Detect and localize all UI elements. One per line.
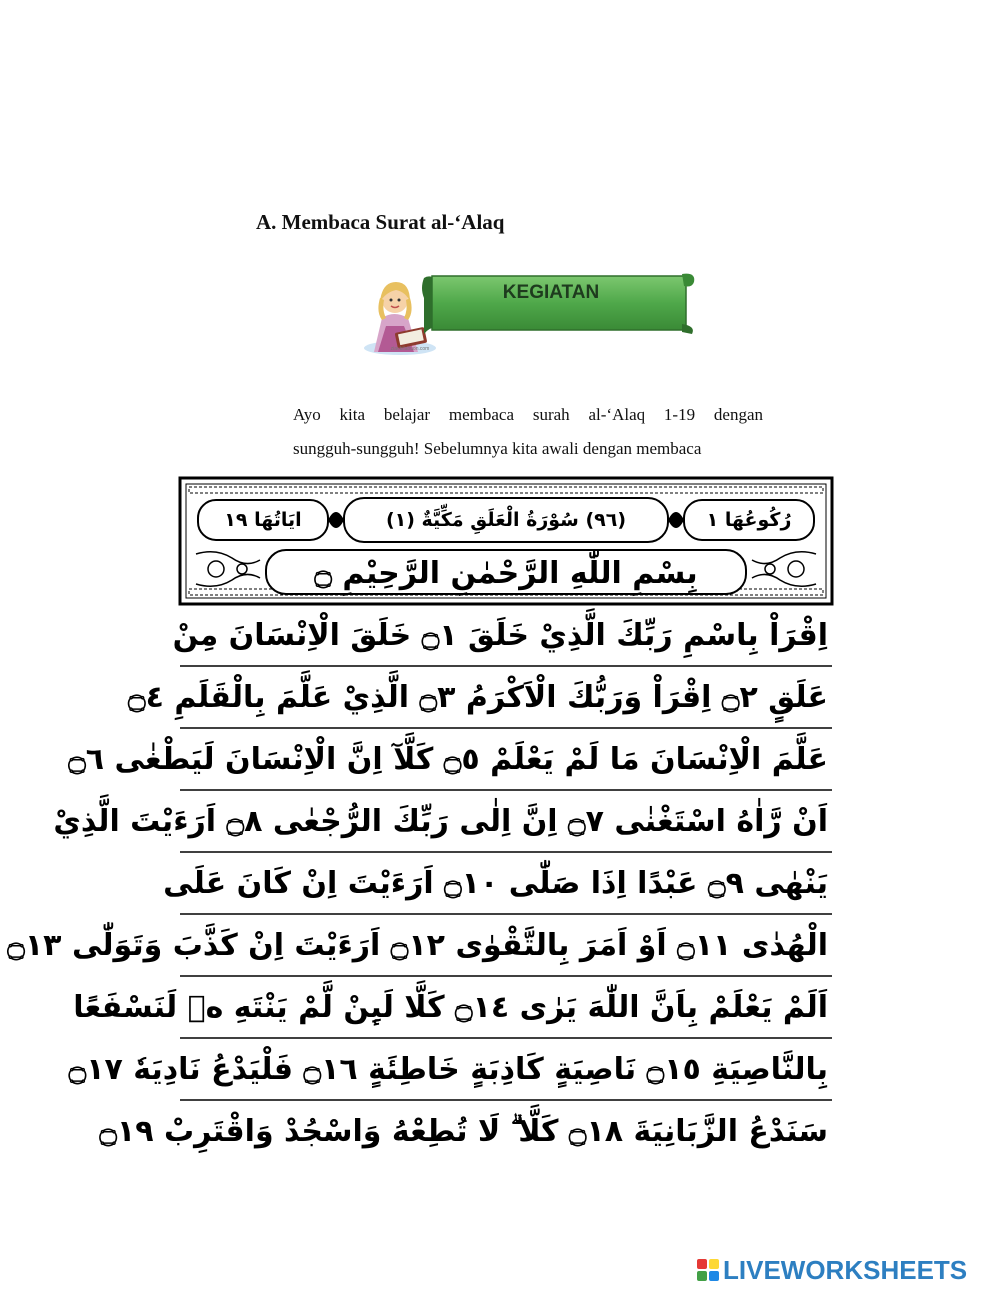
activity-banner xyxy=(360,268,696,360)
quran-line: يَنْهٰى ۝٩ عَبْدًا اِذَا صَلّٰى ۝١٠ اَرَءَيْتَ اِنْ كَانَ عَلَى xyxy=(163,866,828,901)
ayah-count-label: ايَاتُهَا ١٩ xyxy=(224,509,302,531)
quran-line: عَلَقٍ ۝٢ اِقْرَاْ وَرَبُّكَ الْاَكْرَمُ ۝٣ الَّذِيْ عَلَّمَ بِالْقَلَمِ ۝٤ xyxy=(128,680,828,715)
quran-line: سَنَدْعُ الزَّبَانِيَةَ ۝١٨ كَلَّا ۗ لَا تُطِعْهُ وَاسْجُدْ وَاقْتَرِبْ ۝١٩ xyxy=(99,1114,828,1149)
quran-line: اَنْ رَّاٰهُ اسْتَغْنٰى ۝٧ اِنَّ اِلٰى رَبِّكَ الرُّجْعٰى ۝٨ اَرَءَيْتَ الَّذِيْ xyxy=(53,804,828,839)
quran-line: الْهُدٰى ۝١١ اَوْ اَمَرَ بِالتَّقْوٰى ۝١٢ اَرَءَيْتَ اِنْ كَذَّبَ وَتَوَلّٰى ۝١٣ xyxy=(7,928,828,963)
activity-banner-label: KEGIATAN xyxy=(502,282,600,303)
section-heading: A. Membaca Surat al-‘Alaq xyxy=(256,210,505,234)
intro-line-2: sungguh-sungguh! Sebelumnya kita awali dengan membaca xyxy=(293,439,702,458)
quran-line: اَلَمْ يَعْلَمْ بِاَنَّ اللّٰهَ يَرٰى ۝١٤ كَلَّا لَىِٕنْ لَّمْ يَنْتَهِ ەۙ لَنَسْفَعًا xyxy=(73,990,828,1025)
surah-title-label: (٩٦) سُوْرَةُ الْعَلَقِ مَكِّيَّةٌ (١) xyxy=(385,509,627,531)
ruku-count-label: رُكُوعُهَا ١ xyxy=(706,509,792,531)
logo-wordmark: LIVEWORKSHEETS xyxy=(723,1255,968,1285)
illustration-credit: ziacbilabuon.com xyxy=(390,346,430,352)
quran-line: عَلَّمَ الْاِنْسَانَ مَا لَمْ يَعْلَمْ ۝٥ كَلَّآ اِنَّ الْاِنْسَانَ لَيَطْغٰى ۝٦ xyxy=(68,742,828,777)
logo-grid-icon xyxy=(697,1259,719,1281)
quran-line: اِقْرَاْ بِاسْمِ رَبِّكَ الَّذِيْ خَلَقَ ۝١ خَلَقَ الْاِنْسَانَ مِنْ xyxy=(172,618,828,653)
intro-paragraph xyxy=(293,398,763,466)
intro-line-1: Ayo kita belajar membaca surah al-‘Alaq 1-19 dengan xyxy=(293,405,763,424)
liveworksheets-logo[interactable] xyxy=(697,1255,997,1283)
quran-line: بِالنَّاصِيَةِ ۝١٥ نَاصِيَةٍ كَاذِبَةٍ خَاطِئَةٍ ۝١٦ فَلْيَدْعُ نَادِيَهٗ ۝١٧ xyxy=(68,1052,828,1087)
basmala: بِسْمِ اللّٰهِ الرَّحْمٰنِ الرَّحِيْمِ ۝ xyxy=(314,556,698,591)
quran-surah-page xyxy=(7,474,836,1174)
